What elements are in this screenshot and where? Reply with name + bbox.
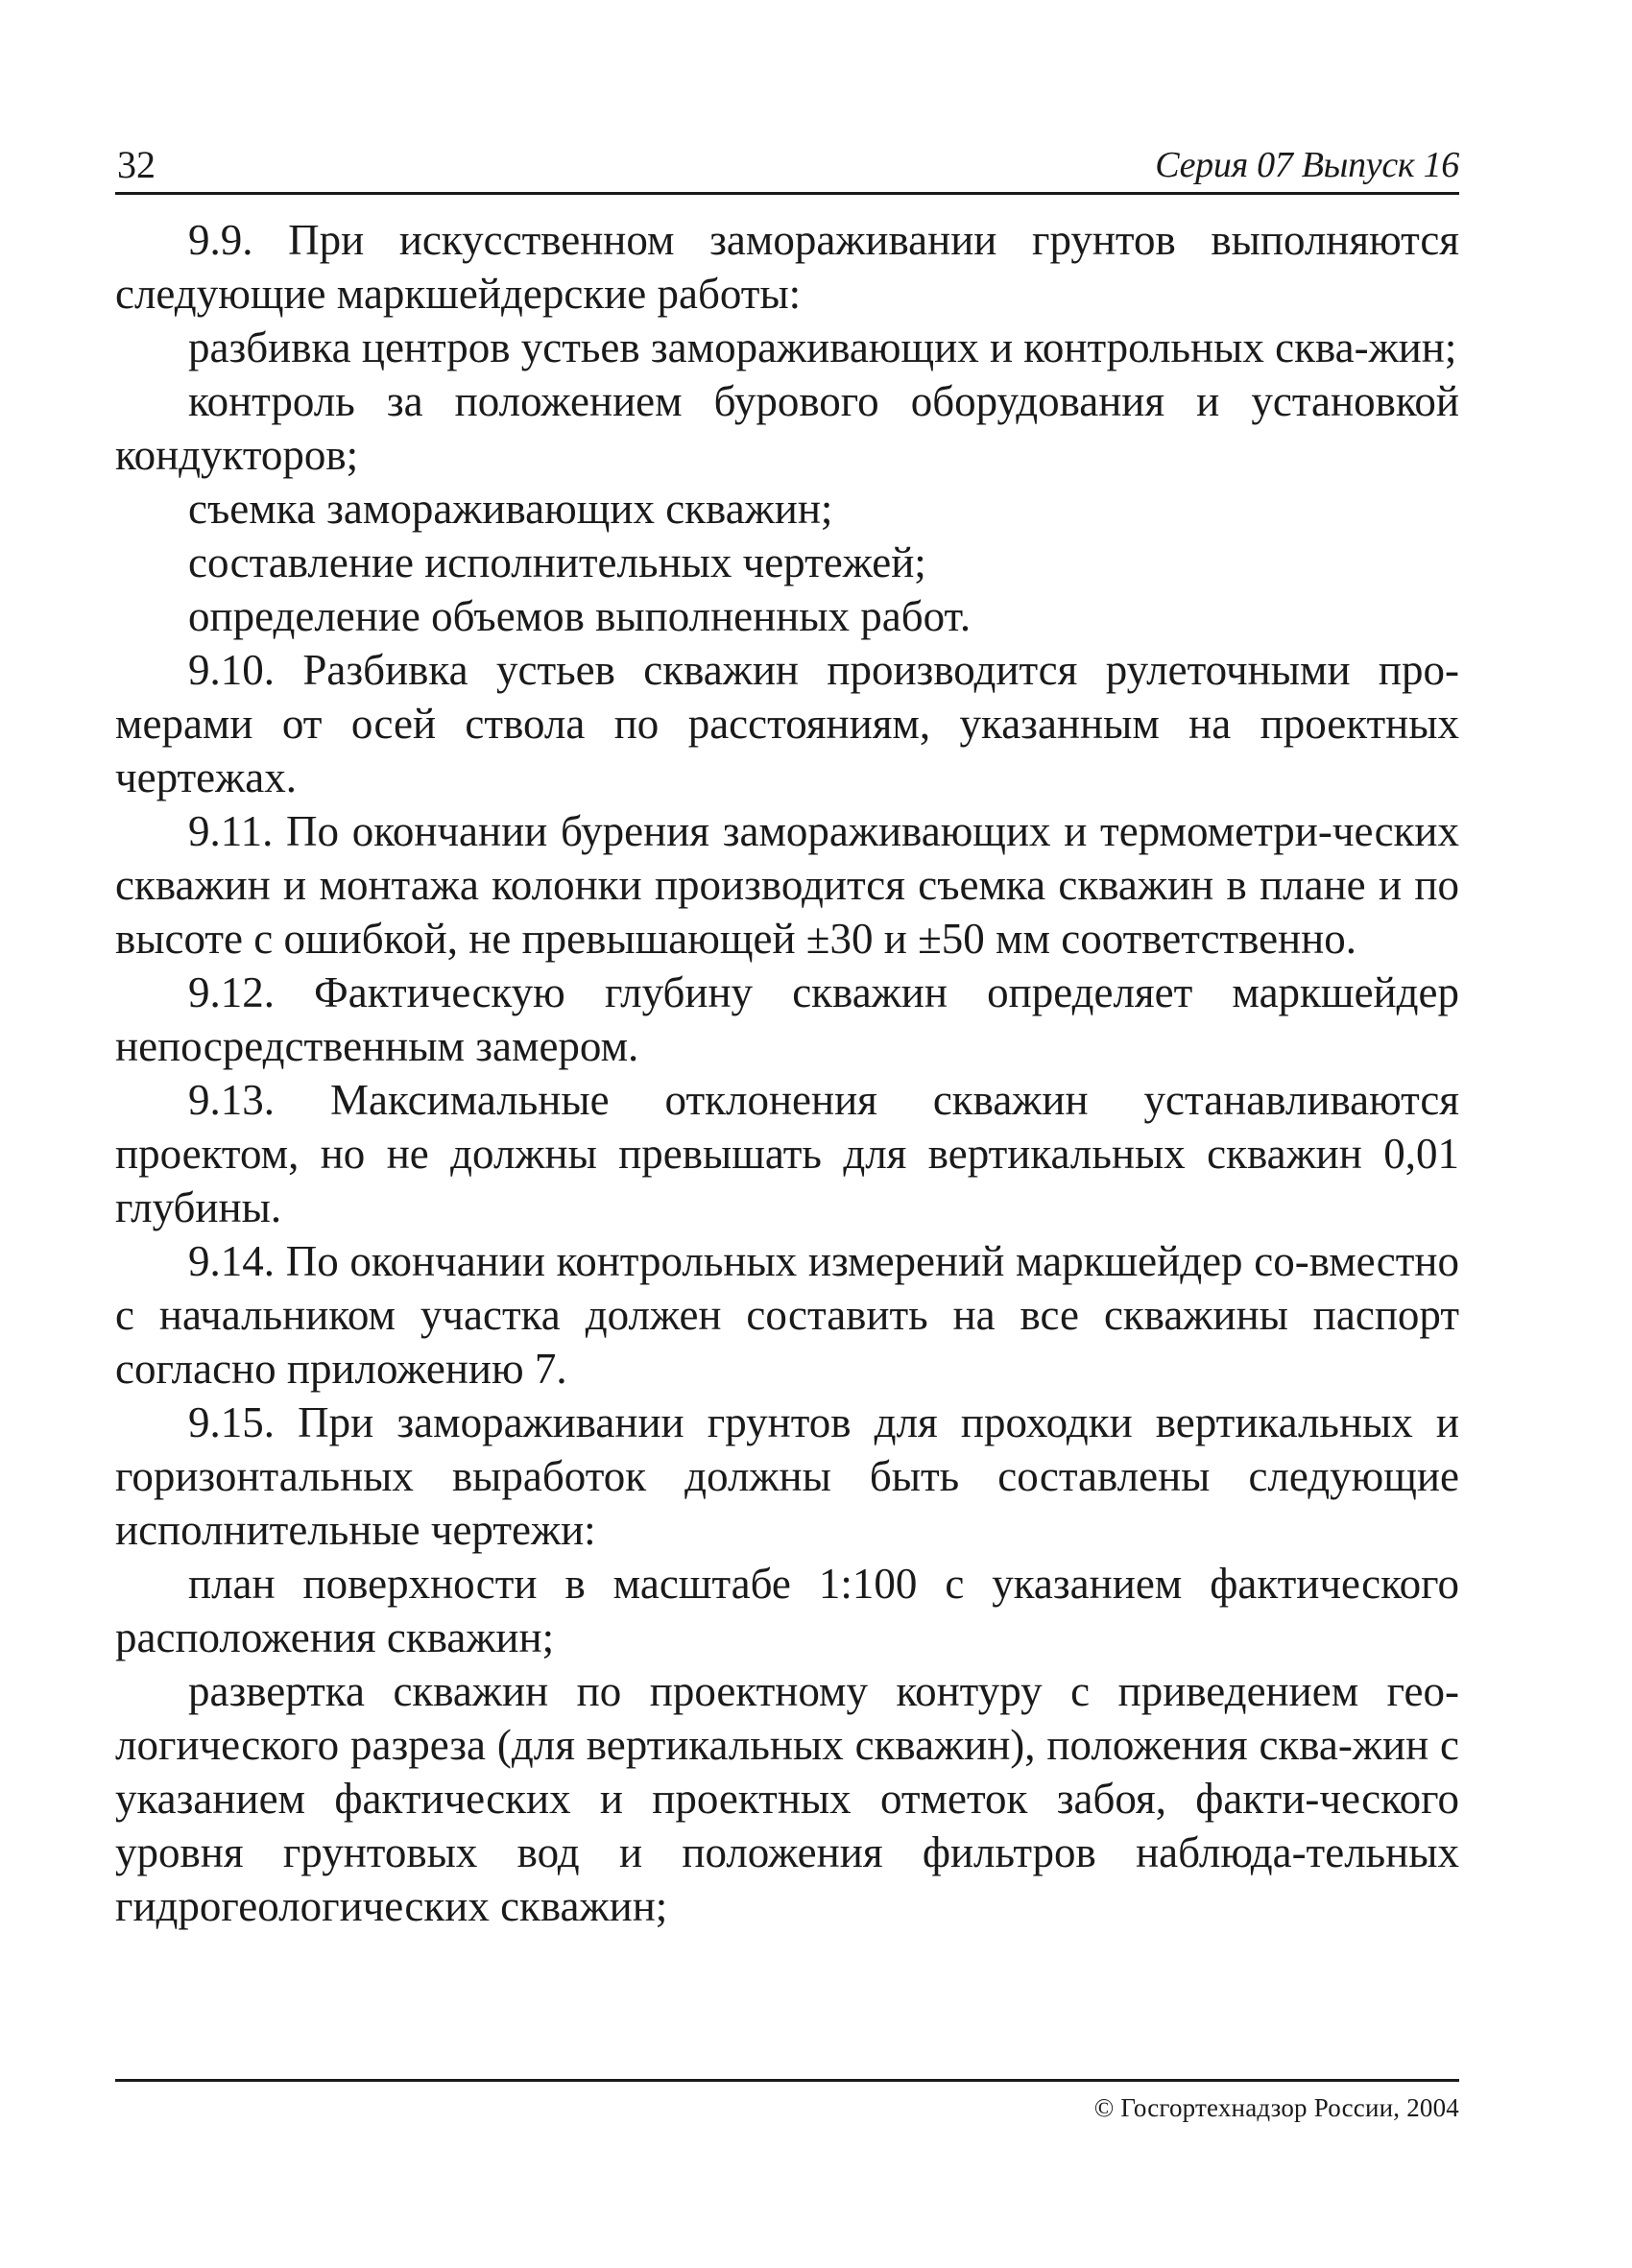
paragraph: 9.13. Максимальные отклонения скважин устанавливаются проектом, но не должны превышать для вертикальных скважин 0,01 глубины. xyxy=(115,1076,1459,1231)
copyright-notice: © Госгортехнадзор России, 2004 xyxy=(1093,2093,1459,2122)
paragraph: развертка скважин по проектному контуру с приведением гео-логического разреза (для вертикальных скважин), положения сква-жин с указанием фактических и проектных отметок забоя, факти-ческого уровня грунтовых вод и положения фильтров наблюда-тельных гидрогеологических скважин; xyxy=(115,1667,1459,1930)
paragraph: 9.14. По окончании контрольных измерений маркшейдер со-вместно с начальником участка должен составить на все скважины паспорт согласно приложению 7. xyxy=(115,1237,1459,1393)
paragraph: 9.12. Фактическую глубину скважин определяет маркшейдер непосредственным замером. xyxy=(115,968,1459,1070)
paragraph: составление исполнительных чертежей; xyxy=(188,538,926,586)
paragraph: 9.11. По окончании бурения замораживающих и термометри-ческих скважин и монтажа колонки производится съемка скважин в плане и по высоте с ошибкой, не превышающей ±30 и ±50 мм соответственно. xyxy=(115,807,1459,963)
running-head: Серия 07 Выпуск 16 xyxy=(1155,145,1459,185)
footer-rule xyxy=(115,2079,1459,2082)
page-header xyxy=(115,142,1459,195)
page-number: 32 xyxy=(117,143,156,186)
paragraph: 9.15. При замораживании грунтов для проходки вертикальных и горизонтальных выработок должны быть составлены следующие исполнительные чертежи: xyxy=(115,1398,1459,1554)
paragraph: определение объемов выполненных работ. xyxy=(188,592,972,640)
body-text xyxy=(115,213,1459,1933)
paragraph: 9.10. Разбивка устьев скважин производится рулеточными про-мерами от осей ствола по расстояниям, указанным на проектных чертежах. xyxy=(115,646,1459,801)
paragraph: контроль за положением бурового оборудования и установкой кондукторов; xyxy=(115,377,1459,479)
paragraph: съемка замораживающих скважин; xyxy=(188,485,833,533)
paragraph: план поверхности в масштабе 1:100 с указанием фактического расположения скважин; xyxy=(115,1560,1459,1661)
paragraph: разбивка центров устьев замораживающих и контрольных сква-жин; xyxy=(188,323,1457,371)
paragraph: 9.9. При искусственном замораживании грунтов выполняются следующие маркшейдерские работы: xyxy=(115,216,1459,318)
